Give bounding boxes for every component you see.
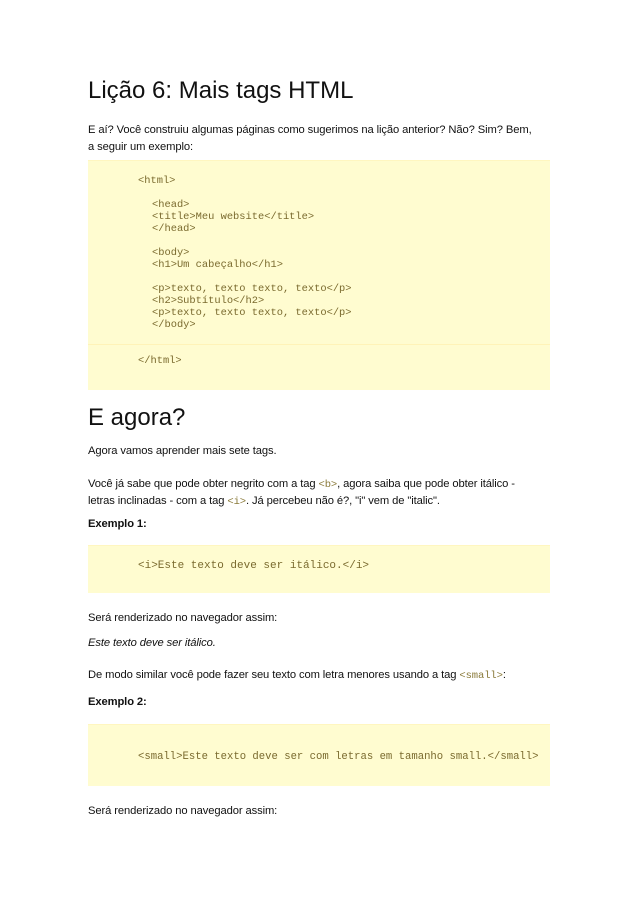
example-2-label: Exemplo 2:	[88, 696, 147, 708]
code-line: <small>Este texto deve ser com letras em tamanho small.</small>	[138, 751, 539, 763]
code-line: </html>	[138, 355, 182, 367]
code-line: <html>	[138, 175, 176, 187]
code-line: </body>	[152, 319, 196, 331]
intro-line-2: a seguir um exemplo:	[88, 141, 193, 153]
code-example-main	[88, 160, 550, 390]
example-1-label: Exemplo 1:	[88, 518, 147, 530]
code-line: <h1>Um cabeçalho</h1>	[152, 259, 283, 271]
page-title: Lição 6: Mais tags HTML	[88, 77, 354, 104]
code-line: <title>Meu website</title>	[152, 211, 315, 223]
rendered-intro-2: Será renderizado no navegador assim:	[88, 805, 278, 817]
paragraph-small-tag: De modo similar você pode fazer seu texto com letra menores usando a tag <small>:	[88, 669, 506, 682]
intro-line-1: E aí? Você construiu algumas páginas como sugerimos na lição anterior? Não? Sim? Bem,	[88, 124, 532, 136]
code-line: <head>	[152, 199, 190, 211]
code-line: <h2>Subtítulo</h2>	[152, 295, 265, 307]
paragraph-seven-tags: Agora vamos aprender mais sete tags.	[88, 445, 277, 457]
inline-code-b: <b>	[318, 479, 338, 491]
code-line: <p>texto, texto texto, texto</p>	[152, 283, 352, 295]
paragraph-italic-line-1: Você já sabe que pode obter negrito com a tag <b>, agora saiba que pode obter itálico -	[88, 478, 515, 491]
code-example-2	[88, 724, 550, 786]
inline-code-i: <i>	[227, 496, 247, 508]
paragraph-italic-line-2: letras inclinadas - com a tag <i>. Já percebeu não é?, "i" vem de "italic".	[88, 495, 440, 508]
code-line: <body>	[152, 247, 190, 259]
code-line: <p>texto, texto texto, texto</p>	[152, 307, 352, 319]
rendered-output-italic: Este texto deve ser itálico.	[88, 637, 216, 649]
code-line: </head>	[152, 223, 196, 235]
section-heading: E agora?	[88, 404, 186, 431]
inline-code-small: <small>	[459, 670, 503, 682]
rendered-intro-1: Será renderizado no navegador assim:	[88, 612, 278, 624]
code-example-1	[88, 545, 550, 593]
code-line: <i>Este texto deve ser itálico.</i>	[138, 560, 370, 572]
